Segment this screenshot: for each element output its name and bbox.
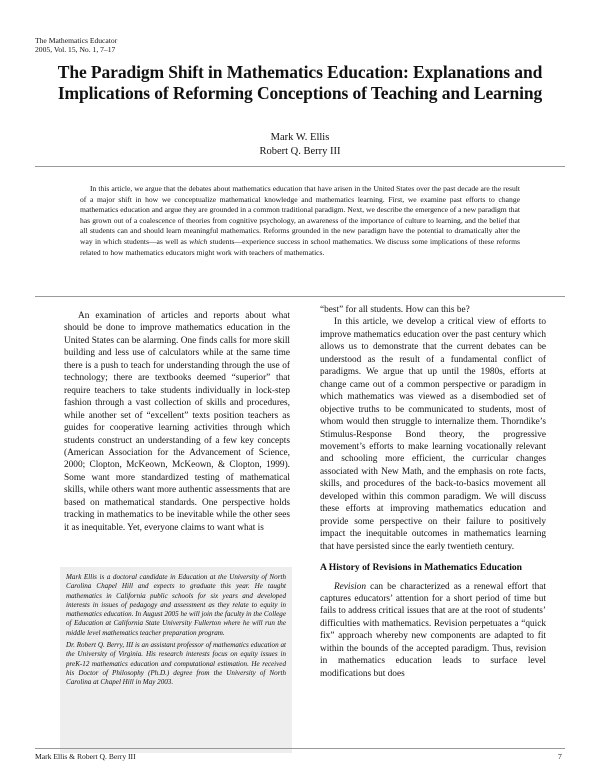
defined-term: Revision — [334, 581, 367, 592]
author-name: Robert Q. Berry III — [259, 146, 341, 157]
footer-authors: Mark Ellis & Robert Q. Berry III — [35, 752, 136, 761]
abstract-bottom-rule — [35, 296, 565, 297]
right-column — [320, 304, 546, 680]
abstract-text: In this article, we argue that the debates about mathematics education that have arisen in the United States over the past decade are the result of a major shift in how we conceptualize mathematical knowledge and mathematics learning. First, we examine past efforts to change mathematics education and argue they are grounded in a common traditional paradigm. Next, we describe the emergence of a new paradigm that has grown out of a coalescence of theories from cognitive psychology, an awareness of the importance of culture to learning, and the belief that all students can and should learn meaningful mathematics. Reforms grounded in the new paradigm have the potential to dramatically alter the way in which students—as well as — [80, 184, 520, 246]
page-number: 7 — [558, 752, 562, 761]
paragraph-text: can be characterized as a renewal effort that captures educators’ attention for a short period of time but fails to address critical issues that are at the root of students’ difficulties with mathematics. Revision perpetuates a “quick fix” approach whereby new components are adapted to fit within the bounds of the accepted paradigm. Thus, revision in mathematics education leads to surface level modifications but does — [320, 581, 546, 679]
bio-ellis: Mark Ellis is a doctoral candidate in Education at the University of North Carolina Chapel Hill and expects to graduate this year. He taught mathematics in California public schools for six years and developed interests in issues of pedagogy and assessment as they relate to equity in mathematics education. In August 2005 he will join the faculty in the College of Education at California State University Fullerton where he will run the middle level mathematics teacher preparation program. — [66, 573, 286, 637]
journal-name: The Mathematics Educator — [35, 36, 118, 45]
body-paragraph-continued: “best” for all students. How can this be? — [320, 305, 470, 315]
body-paragraph: An examination of articles and reports about what should be done to improve mathematics education in the United States can be alarming. One finds calls for more skill building and less use of calculators while at the same time there is a push to teach for understanding through the use of technology; there are textbooks deemed “superior” that require teachers to take students individually in lock-step fashion through a vast collection of skills and procedures, while another set of “excellent” texts position teachers as guides for cooperative learning activities through which students construct an understanding of a few key concepts (American Association for the Advancement of Science, 2000; Clopton, McKeown, McKeown, & Clopton, 1999). Some want more standardized testing of mathematical skills, while others want more authentic assessments that are based on mathematical standards. One perspective holds tracking in mathematics to be inevitable while the other sees it as inequitable. Yet, everyone claims to want what is — [64, 311, 290, 533]
journal-header — [35, 36, 117, 54]
author-list — [0, 131, 600, 159]
author-bio-box — [60, 567, 292, 753]
abstract-emphasis: which — [189, 236, 208, 246]
body-paragraph — [320, 581, 546, 681]
author-name: Mark W. Ellis — [270, 132, 330, 143]
footer-rule — [35, 748, 565, 749]
journal-citation: 2005, Vol. 15, No. 1, 7–17 — [35, 45, 116, 54]
abstract — [80, 184, 520, 258]
abstract-top-rule — [35, 166, 565, 167]
article-title: The Paradigm Shift in Mathematics Education: Explanations and Implications of Reforming Conceptions of Teaching and Learning — [57, 62, 543, 103]
body-paragraph: In this article, we develop a critical view of efforts to improve mathematics education over the past century which allows us to demonstrate that the current debates can be understood as the result of a fundamental conflict of paradigms. We argue that up until the 1980s, efforts at change came out of a common perspective or paradigm in which mathematics was viewed as a disembodied set of objective truths to be communicated to students, most of whom would then struggle to internalize them. Thorndike’s Stimulus-Response Bond theory, the progressive movement’s efforts to make learning vocationally relevant and schooling more efficient, the curricular changes associated with New Math, and the emphasis on rote facts, skills, and procedures of the back-to-basics movement all developed within this common paradigm. We will discuss these efforts at improving mathematics education and provide some perspective on their failure to positively impact the inequitable outcomes in mathematics learning that have persisted since the early twentieth century. — [320, 317, 546, 552]
section-heading: A History of Revisions in Mathematics Education — [320, 562, 523, 574]
left-column — [64, 310, 290, 534]
bio-berry: Dr. Robert Q. Berry, III is an assistant professor of mathematics education at the University of Virginia. His research interests focus on equity issues in preK-12 mathematics education and computational estimation. He received his Doctor of Philosophy (Ph.D.) degree from the University of North Carolina at Chapel Hill in May 2003. — [66, 641, 286, 687]
abstract-text: students—experience success in school mathematics. We discuss some implications of these reforms related to how mathematics educators might work with teachers of mathematics. — [80, 236, 520, 257]
